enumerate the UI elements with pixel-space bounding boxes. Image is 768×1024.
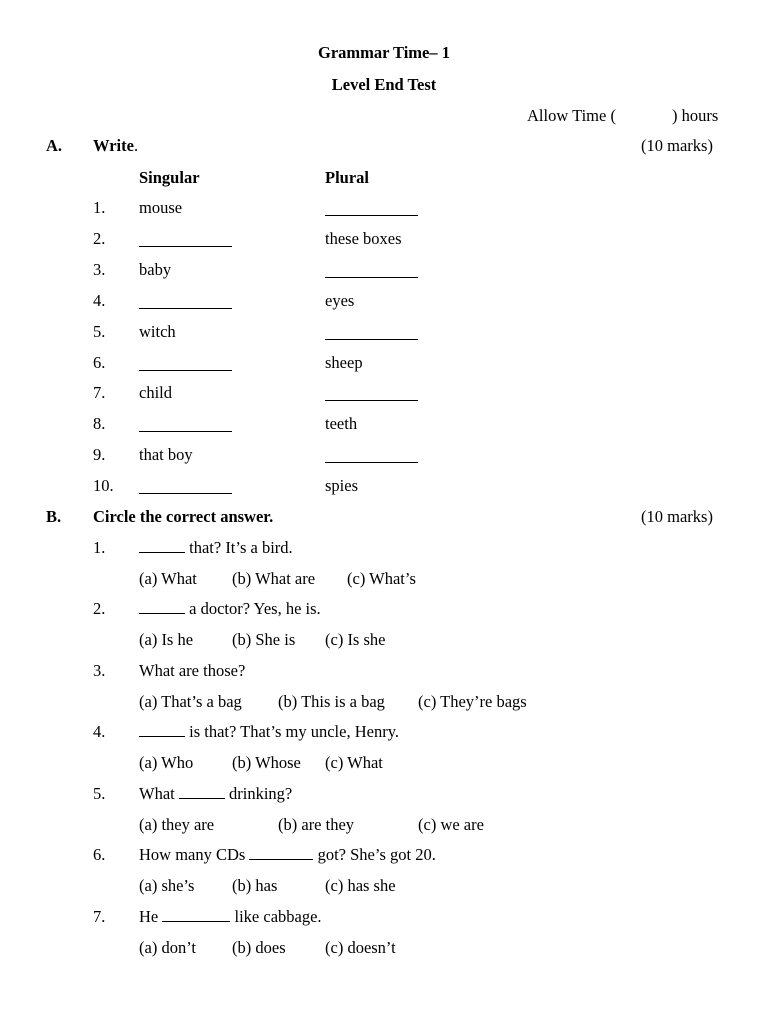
column-header-singular: Singular (139, 168, 200, 187)
question-text-after: drinking? (224, 784, 293, 803)
question-text-before: What are those? (139, 661, 246, 680)
singular-word: baby (139, 260, 172, 279)
test-subtitle: Level End Test (331, 75, 437, 94)
question-text-after: is that? That’s my uncle, Henry. (185, 722, 399, 741)
question-text-before: He (139, 907, 163, 926)
question-answer-blank[interactable] (249, 845, 313, 860)
item-number: 5. (93, 322, 106, 341)
question-number: 4. (93, 722, 106, 741)
question-text-after: a doctor? Yes, he is. (185, 599, 321, 618)
question-answer-blank[interactable] (139, 538, 185, 553)
plural-answer-blank[interactable] (325, 277, 418, 278)
question-stem (139, 845, 436, 865)
answer-option[interactable]: (b) Whose (232, 753, 301, 772)
question-answer-blank[interactable] (139, 722, 185, 737)
plural-word: eyes (325, 291, 355, 310)
plural-answer-blank[interactable] (325, 215, 418, 216)
plural-answer-blank[interactable] (325, 400, 418, 401)
answer-option[interactable]: (c) doesn’t (325, 938, 396, 957)
answer-option[interactable]: (b) She is (232, 630, 296, 649)
question-stem (139, 784, 292, 804)
answer-option[interactable]: (b) What are (232, 569, 316, 588)
section-a-instruction-text: Write (93, 136, 134, 155)
question-text-after: got? She’s got 20. (313, 845, 436, 864)
section-a-instruction-dot: . (133, 136, 139, 155)
question-stem (139, 907, 322, 927)
singular-answer-blank[interactable] (139, 431, 232, 432)
section-b-marks: (10 marks) (641, 507, 713, 526)
item-number: 9. (93, 445, 106, 464)
question-number: 6. (93, 845, 106, 864)
item-number: 4. (93, 291, 106, 310)
answer-option[interactable]: (a) they are (139, 815, 215, 834)
singular-word: witch (139, 322, 176, 341)
answer-option[interactable]: (b) does (232, 938, 286, 957)
section-a-letter: A. (46, 136, 63, 155)
answer-option[interactable]: (a) Who (139, 753, 194, 772)
question-stem (139, 661, 245, 681)
question-stem (139, 722, 399, 742)
answer-option[interactable]: (a) Is he (139, 630, 194, 649)
item-number: 10. (93, 476, 114, 495)
question-stem (139, 538, 293, 558)
question-answer-blank[interactable] (139, 599, 185, 614)
answer-option[interactable]: (c) What (325, 753, 383, 772)
item-number: 7. (93, 383, 106, 402)
answer-option[interactable]: (c) They’re bags (418, 692, 527, 711)
plural-answer-blank[interactable] (325, 462, 418, 463)
question-answer-blank[interactable] (179, 784, 225, 799)
singular-word: that boy (139, 445, 193, 464)
column-header-plural: Plural (325, 168, 369, 187)
question-number: 2. (93, 599, 106, 618)
item-number: 8. (93, 414, 106, 433)
answer-option[interactable]: (c) we are (418, 815, 484, 834)
singular-answer-blank[interactable] (139, 246, 232, 247)
question-text-before: What (139, 784, 179, 803)
item-number: 2. (93, 229, 106, 248)
question-text-before: How many CDs (139, 845, 250, 864)
allow-time-prefix: Allow Time ( (527, 106, 616, 125)
plural-answer-blank[interactable] (325, 339, 418, 340)
question-number: 5. (93, 784, 106, 803)
answer-option[interactable]: (a) she’s (139, 876, 195, 895)
singular-word: child (139, 383, 172, 402)
item-number: 3. (93, 260, 106, 279)
answer-option[interactable]: (b) This is a bag (278, 692, 385, 711)
answer-option[interactable]: (c) has she (325, 876, 396, 895)
question-answer-blank[interactable] (162, 907, 230, 922)
answer-option[interactable]: (b) are they (278, 815, 355, 834)
section-b-letter: B. (46, 507, 62, 526)
question-stem (139, 599, 321, 619)
answer-option[interactable]: (c) What’s (347, 569, 416, 588)
plural-word: spies (325, 476, 358, 495)
section-a-marks: (10 marks) (641, 136, 713, 155)
question-text-after: like cabbage. (230, 907, 322, 926)
plural-word: teeth (325, 414, 358, 433)
answer-option[interactable]: (a) That’s a bag (139, 692, 242, 711)
test-title: Grammar Time– 1 (318, 43, 450, 62)
question-number: 7. (93, 907, 106, 926)
item-number: 1. (93, 198, 106, 217)
answer-option[interactable]: (a) don’t (139, 938, 196, 957)
plural-word: these boxes (325, 229, 402, 248)
question-number: 3. (93, 661, 106, 680)
answer-option[interactable]: (b) has (232, 876, 278, 895)
singular-answer-blank[interactable] (139, 493, 232, 494)
allow-time-suffix: ) hours (672, 106, 719, 125)
answer-option[interactable]: (a) What (139, 569, 197, 588)
singular-answer-blank[interactable] (139, 370, 232, 371)
answer-option[interactable]: (c) Is she (325, 630, 386, 649)
singular-answer-blank[interactable] (139, 308, 232, 309)
item-number: 6. (93, 353, 106, 372)
question-number: 1. (93, 538, 106, 557)
question-text-after: that? It’s a bird. (185, 538, 293, 557)
section-a-instruction (93, 136, 138, 156)
section-b-instruction: Circle the correct answer. (93, 507, 274, 526)
singular-word: mouse (139, 198, 183, 217)
plural-word: sheep (325, 353, 363, 372)
